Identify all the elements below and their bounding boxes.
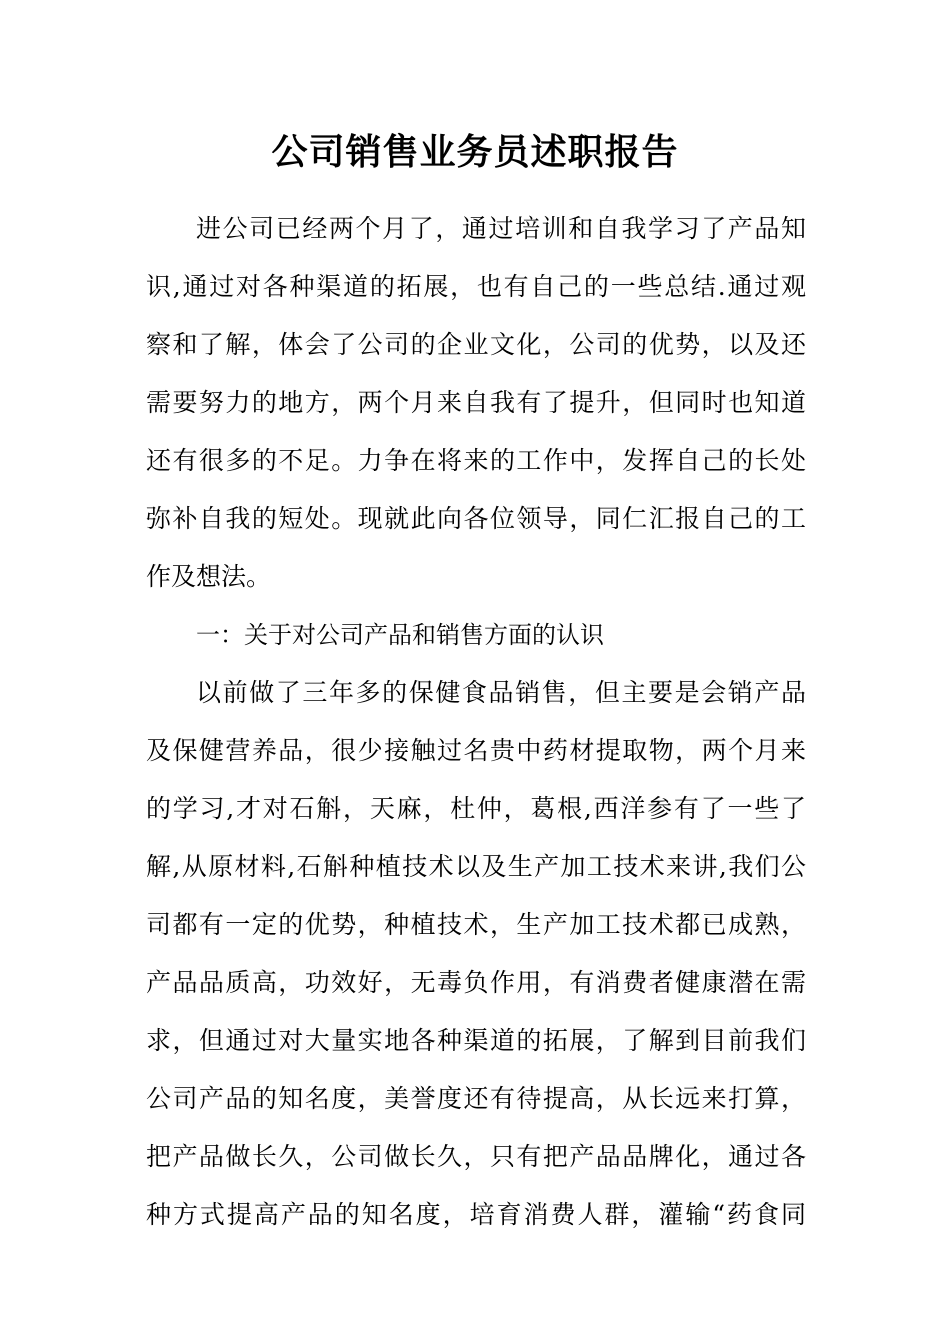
paragraph-line: 还有很多的不足。力争在将来的工作中，发挥自己的长处 [146, 446, 806, 475]
document-title: 公司销售业务员述职报告 [271, 132, 679, 173]
paragraph-line: 的学习,才对石斛，天麻，杜仲，葛根,西洋参有了一些了 [146, 794, 806, 823]
paragraph-line: 产品品质高，功效好，无毒负作用，有消费者健康潜在需 [146, 968, 806, 997]
paragraph-line: 需要努力的地方，两个月来自我有了提升，但同时也知道 [146, 388, 806, 417]
paragraph-line: 弥补自我的短处。现就此向各位领导，同仁汇报自己的工 [146, 504, 806, 533]
paragraph-line: 及保健营养品，很少接触过名贵中药材提取物，两个月来 [146, 736, 806, 765]
paragraph-line: 解,从原材料,石斛种植技术以及生产加工技术来讲,我们公 [146, 852, 806, 881]
document-body [146, 200, 806, 1244]
paragraph-line: 作及想法。 [146, 562, 272, 591]
paragraph-line: 把产品做长久，公司做长久，只有把产品品牌化，通过各 [146, 1142, 806, 1171]
paragraph-line: 公司产品的知名度，美誉度还有待提高，从长远来打算， [146, 1084, 806, 1113]
paragraph-line: 以前做了三年多的保健食品销售，但主要是会销产品 [196, 678, 806, 707]
paragraph-line: 种方式提高产品的知名度，培育消费人群，灌输“药食同 [146, 1200, 806, 1229]
paragraph-line: 察和了解，体会了公司的企业文化，公司的优势，以及还 [146, 330, 806, 359]
paragraph-line: 司都有一定的优势，种植技术，生产加工技术都已成熟， [146, 910, 806, 939]
paragraph-line: 求，但通过对大量实地各种渠道的拓展，了解到目前我们 [146, 1026, 806, 1055]
paragraph-line: 识,通过对各种渠道的拓展，也有自己的一些总结.通过观 [146, 272, 806, 301]
paragraph-line: 进公司已经两个月了，通过培训和自我学习了产品知 [196, 214, 806, 243]
section-heading: 一：关于对公司产品和销售方面的认识 [196, 621, 604, 649]
